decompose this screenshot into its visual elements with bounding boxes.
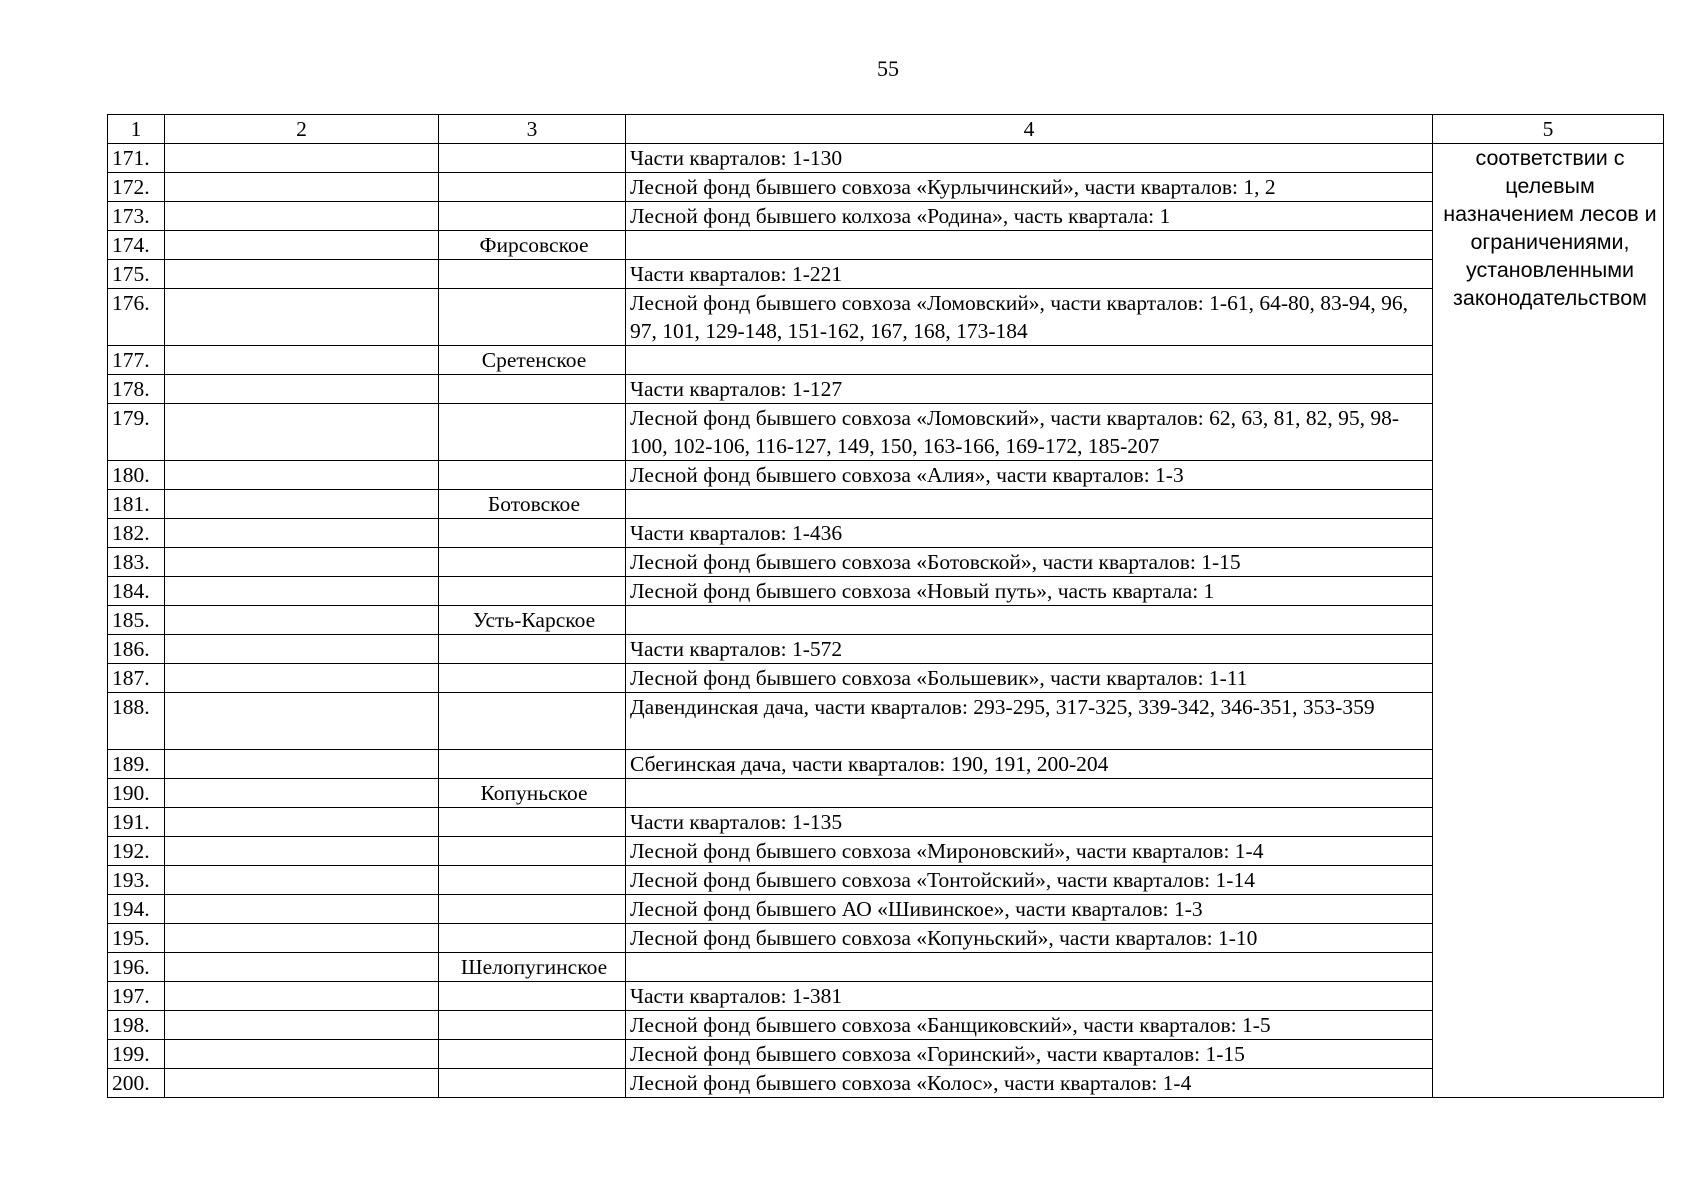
district-cell	[439, 1011, 626, 1040]
region-cell	[165, 1069, 439, 1098]
forest-description: Давендинская дача, части кварталов: 293-295, 317-325, 339-342, 346-351, 353-359	[626, 693, 1433, 750]
district-cell: Шелопугинское	[439, 953, 626, 982]
row-number: 193.	[108, 866, 165, 895]
district-cell	[439, 375, 626, 404]
table-row	[108, 1040, 1664, 1069]
forest-description: Лесной фонд бывшего совхоза «Новый путь», часть квартала: 1	[626, 577, 1433, 606]
row-number: 178.	[108, 375, 165, 404]
forest-description: Лесной фонд бывшего совхоза «Тонтойский», части кварталов: 1-14	[626, 866, 1433, 895]
row-number: 200.	[108, 1069, 165, 1098]
region-cell	[165, 635, 439, 664]
row-number: 188.	[108, 693, 165, 750]
district-cell	[439, 144, 626, 173]
row-number: 199.	[108, 1040, 165, 1069]
header-cell: 2	[165, 115, 439, 144]
region-cell	[165, 924, 439, 953]
district-cell	[439, 982, 626, 1011]
forest-description: Лесной фонд бывшего АО «Шивинское», части кварталов: 1-3	[626, 895, 1433, 924]
row-number: 198.	[108, 1011, 165, 1040]
row-number: 174.	[108, 231, 165, 260]
forest-description	[626, 346, 1433, 375]
row-number: 187.	[108, 664, 165, 693]
row-number: 175.	[108, 260, 165, 289]
region-cell	[165, 375, 439, 404]
table-row	[108, 461, 1664, 490]
table-row	[108, 924, 1664, 953]
forest-description: Лесной фонд бывшего совхоза «Курлычинский», части кварталов: 1, 2	[626, 173, 1433, 202]
district-cell	[439, 808, 626, 837]
forest-description	[626, 779, 1433, 808]
region-cell	[165, 260, 439, 289]
row-number: 173.	[108, 202, 165, 231]
row-number: 181.	[108, 490, 165, 519]
forest-description: Лесной фонд бывшего совхоза «Банщиковский», части кварталов: 1-5	[626, 1011, 1433, 1040]
row-number: 179.	[108, 404, 165, 461]
table-row	[108, 953, 1664, 982]
forest-description: Лесной фонд бывшего совхоза «Копуньский», части кварталов: 1-10	[626, 924, 1433, 953]
table-row	[108, 750, 1664, 779]
forest-description: Части кварталов: 1-130	[626, 144, 1433, 173]
row-number: 196.	[108, 953, 165, 982]
region-cell	[165, 202, 439, 231]
forest-description: Лесной фонд бывшего совхоза «Горинский», части кварталов: 1-15	[626, 1040, 1433, 1069]
row-number: 185.	[108, 606, 165, 635]
table-row	[108, 982, 1664, 1011]
forest-description: Лесной фонд бывшего совхоза «Ломовский», части кварталов: 62, 63, 81, 82, 95, 98-100, 102-106, 116-127, 149, 150, 163-166, 169-172, 185-207	[626, 404, 1433, 461]
forest-description: Лесной фонд бывшего колхоза «Родина», часть квартала: 1	[626, 202, 1433, 231]
row-number: 177.	[108, 346, 165, 375]
region-cell	[165, 1011, 439, 1040]
region-cell	[165, 231, 439, 260]
row-number: 180.	[108, 461, 165, 490]
table-row	[108, 548, 1664, 577]
forest-description: Части кварталов: 1-127	[626, 375, 1433, 404]
forest-description	[626, 953, 1433, 982]
district-cell	[439, 750, 626, 779]
region-cell	[165, 779, 439, 808]
table-row	[108, 808, 1664, 837]
forest-description: Лесной фонд бывшего совхоза «Алия», части кварталов: 1-3	[626, 461, 1433, 490]
district-cell	[439, 548, 626, 577]
region-cell	[165, 866, 439, 895]
region-cell	[165, 289, 439, 346]
forest-description: Части кварталов: 1-135	[626, 808, 1433, 837]
region-cell	[165, 808, 439, 837]
district-cell	[439, 404, 626, 461]
region-cell	[165, 750, 439, 779]
district-cell	[439, 260, 626, 289]
district-cell: Копуньское	[439, 779, 626, 808]
forest-description: Лесной фонд бывшего совхоза «Колос», части кварталов: 1-4	[626, 1069, 1433, 1098]
district-cell: Сретенское	[439, 346, 626, 375]
table-row	[108, 260, 1664, 289]
forest-description: Части кварталов: 1-381	[626, 982, 1433, 1011]
row-number: 183.	[108, 548, 165, 577]
district-cell	[439, 693, 626, 750]
header-row	[108, 115, 1664, 144]
table-row	[108, 202, 1664, 231]
header-cell: 4	[626, 115, 1433, 144]
region-cell	[165, 346, 439, 375]
row-number: 194.	[108, 895, 165, 924]
region-cell	[165, 577, 439, 606]
region-cell	[165, 173, 439, 202]
row-number: 190.	[108, 779, 165, 808]
table-row	[108, 404, 1664, 461]
district-cell	[439, 837, 626, 866]
header-cell: 1	[108, 115, 165, 144]
region-cell	[165, 1040, 439, 1069]
region-cell	[165, 953, 439, 982]
district-cell	[439, 924, 626, 953]
district-cell	[439, 635, 626, 664]
forest-description: Лесной фонд бывшего совхоза «Большевик», части кварталов: 1-11	[626, 664, 1433, 693]
row-number: 195.	[108, 924, 165, 953]
row-number: 184.	[108, 577, 165, 606]
region-cell	[165, 837, 439, 866]
forest-description	[626, 231, 1433, 260]
region-cell	[165, 548, 439, 577]
region-cell	[165, 606, 439, 635]
table-row	[108, 1069, 1664, 1098]
table-row	[108, 144, 1664, 173]
forest-description: Части кварталов: 1-436	[626, 519, 1433, 548]
region-cell	[165, 982, 439, 1011]
district-cell	[439, 173, 626, 202]
district-cell	[439, 202, 626, 231]
row-number: 189.	[108, 750, 165, 779]
table-row	[108, 346, 1664, 375]
header-cell: 5	[1433, 115, 1664, 144]
forest-description: Части кварталов: 1-572	[626, 635, 1433, 664]
region-cell	[165, 519, 439, 548]
region-cell	[165, 895, 439, 924]
district-cell: Усть-Карское	[439, 606, 626, 635]
district-cell	[439, 1069, 626, 1098]
forest-description	[626, 606, 1433, 635]
table-row	[108, 577, 1664, 606]
district-cell	[439, 1040, 626, 1069]
purpose-note: соответствии с целевым назначением лесов и ограничениями, установленными законодательством	[1433, 144, 1664, 1098]
table-row	[108, 519, 1664, 548]
district-cell: Ботовское	[439, 490, 626, 519]
row-number: 171.	[108, 144, 165, 173]
table-row	[108, 866, 1664, 895]
forest-table	[107, 114, 1664, 1098]
forest-description: Лесной фонд бывшего совхоза «Ботовской», части кварталов: 1-15	[626, 548, 1433, 577]
row-number: 197.	[108, 982, 165, 1011]
district-cell	[439, 895, 626, 924]
table-row	[108, 779, 1664, 808]
district-cell	[439, 577, 626, 606]
page-number: 55	[877, 56, 899, 81]
table-row	[108, 375, 1664, 404]
table-row	[108, 606, 1664, 635]
forest-description: Лесной фонд бывшего совхоза «Мироновский», части кварталов: 1-4	[626, 837, 1433, 866]
table-row	[108, 635, 1664, 664]
row-number: 191.	[108, 808, 165, 837]
table-row	[108, 664, 1664, 693]
district-cell	[439, 289, 626, 346]
row-number: 172.	[108, 173, 165, 202]
table-row	[108, 173, 1664, 202]
region-cell	[165, 490, 439, 519]
row-number: 186.	[108, 635, 165, 664]
region-cell	[165, 461, 439, 490]
table-row	[108, 693, 1664, 750]
table-row	[108, 1011, 1664, 1040]
forest-description: Сбегинская дача, части кварталов: 190, 191, 200-204	[626, 750, 1433, 779]
row-number: 192.	[108, 837, 165, 866]
forest-description	[626, 490, 1433, 519]
table-row	[108, 231, 1664, 260]
table-row	[108, 490, 1664, 519]
table-row	[108, 895, 1664, 924]
header-cell: 3	[439, 115, 626, 144]
region-cell	[165, 664, 439, 693]
region-cell	[165, 144, 439, 173]
region-cell	[165, 404, 439, 461]
district-cell	[439, 461, 626, 490]
district-cell: Фирсовское	[439, 231, 626, 260]
row-number: 176.	[108, 289, 165, 346]
region-cell	[165, 693, 439, 750]
forest-description: Части кварталов: 1-221	[626, 260, 1433, 289]
table-row	[108, 289, 1664, 346]
forest-description: Лесной фонд бывшего совхоза «Ломовский», части кварталов: 1-61, 64-80, 83-94, 96, 97, 101, 129-148, 151-162, 167, 168, 173-184	[626, 289, 1433, 346]
row-number: 182.	[108, 519, 165, 548]
district-cell	[439, 519, 626, 548]
table-row	[108, 837, 1664, 866]
district-cell	[439, 866, 626, 895]
district-cell	[439, 664, 626, 693]
